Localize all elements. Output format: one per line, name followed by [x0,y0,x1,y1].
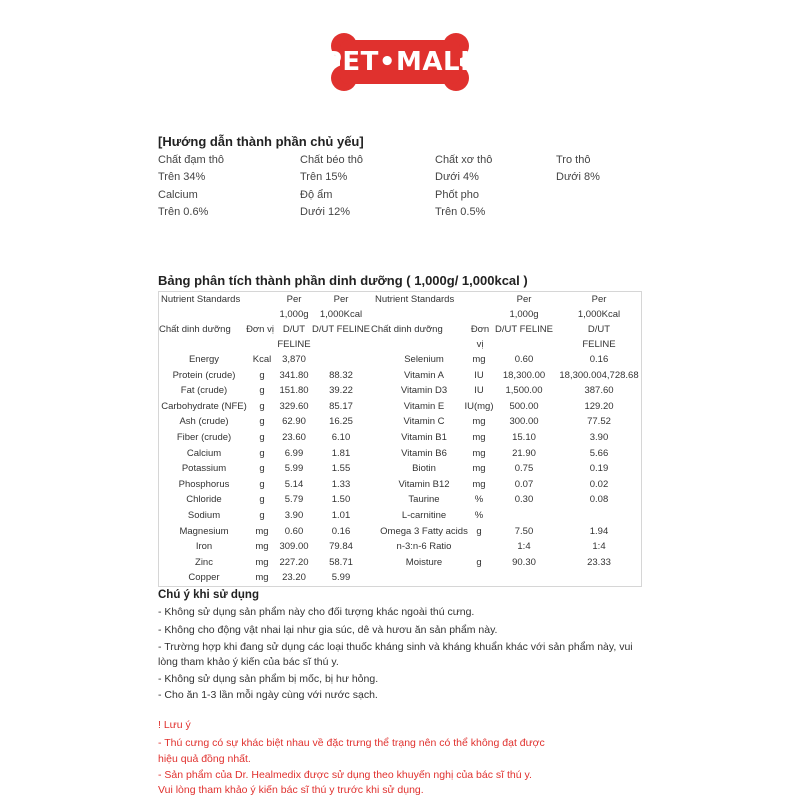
right-header-standards: Nutrient Standards [375,294,455,305]
right-nutrient-unit: mg [472,416,486,427]
usage-line: - Không sử dụng sản phẩm này cho đối tượng khác ngoài thú cưng. [158,606,475,618]
right-nutrient-name: Vitamin B6 [401,448,447,459]
left-nutrient-name: Fat (crude) [180,385,228,396]
left-value-per-1000g: 0.60 [284,526,304,537]
usage-line: - Trường hợp khi đang sử dụng các loại thuốc kháng sinh và kháng khuẩn khác với sản phẩm này, vui [158,641,633,653]
right-value-per-1000kcal: 3.90 [589,432,609,443]
right-value-per-1000g: 500.00 [509,401,539,412]
left-header-per: Per [333,294,349,305]
left-nutrient-unit: mg [255,541,269,552]
left-value-per-1000g: 5.99 [284,463,304,474]
left-nutrient-unit: g [259,479,265,490]
ingredient-value: Dưới 8% [556,171,600,183]
left-nutrient-unit: mg [255,526,269,537]
ingredient-name: Chất béo thô [300,154,363,166]
ingredient-value: Trên 0.6% [158,206,209,218]
left-value-per-1000kcal: 6.10 [331,432,351,443]
left-header-standards: Nutrient Standards [161,294,241,305]
left-nutrient-unit: g [259,370,265,381]
left-value-per-1000kcal: 5.99 [331,572,351,583]
usage-title: Chú ý khi sử dụng [158,589,259,601]
right-nutrient-name: Vitamin B12 [398,479,450,490]
right-header-unit: vị [476,339,484,350]
left-nutrient-name: Fiber (crude) [176,432,232,443]
nutrition-title: Bảng phân tích thành phần dinh dưỡng ( 1,000g/ 1,000kcal ) [158,273,528,288]
left-nutrient-unit: g [259,463,265,474]
ingredient-name: Chất xơ thô [435,154,493,166]
right-nutrient-name: Vitamin C [403,416,445,427]
left-value-per-1000g: 62.90 [282,416,306,427]
right-nutrient-name: Selenium [404,354,444,365]
right-header-per: Per [591,294,607,305]
right-header-dut: D/UT [587,324,611,335]
usage-line: lòng tham khảo ý kiến của bác sĩ thú y. [158,656,339,668]
right-value-per-1000kcal: 387.60 [584,385,614,396]
warning-line: Vui lòng tham khảo ý kiến bác sĩ thú y trước khi sử dụng. [158,784,424,796]
right-nutrient-unit: mg [472,354,486,365]
right-header-feline: FELINE [582,339,616,350]
left-nutrient-unit: Kcal [252,354,272,365]
right-value-per-1000g: 0.60 [514,354,534,365]
brand-logo [322,30,478,94]
ingredients-title: [Hướng dẫn thành phần chủ yếu] [158,134,364,149]
right-nutrient-name: Vitamin A [404,370,444,381]
left-value-per-1000g: 341.80 [279,370,309,381]
left-nutrient-unit: g [259,416,265,427]
left-header-1000kcal: 1,000Kcal [319,309,363,320]
usage-line: - Không cho động vật nhai lại như gia súc, dê và hươu ăn sản phẩm này. [158,624,498,636]
right-value-per-1000kcal: 0.19 [589,463,609,474]
right-value-per-1000kcal: 5.66 [589,448,609,459]
right-value-per-1000kcal: 1:4 [592,541,606,552]
warning-line: hiệu quả đồng nhất. [158,753,251,765]
right-value-per-1000g: 0.75 [514,463,534,474]
right-header-nutrient: Chất dinh dưỡng [371,324,443,335]
right-value-per-1000g: 0.30 [514,494,534,505]
left-nutrient-name: Sodium [187,510,221,521]
ingredient-value: Trên 0.5% [435,206,486,218]
left-nutrient-unit: g [259,510,265,521]
right-value-per-1000g: 21.90 [512,448,536,459]
left-value-per-1000kcal: 0.16 [331,526,351,537]
warning-line: - Sản phẩm của Dr. Healmedix được sử dụng theo khuyến nghị của bác sĩ thú y. [158,769,532,781]
left-value-per-1000g: 6.99 [284,448,304,459]
ingredient-value: Trên 15% [300,171,348,183]
right-header-per: Per [516,294,532,305]
ingredient-value: Trên 34% [158,171,206,183]
left-nutrient-unit: mg [255,557,269,568]
right-nutrient-name: Vitamin D3 [400,385,448,396]
left-nutrient-name: Carbohydrate (NFE) [161,401,247,412]
left-value-per-1000kcal: 1.01 [331,510,351,521]
right-value-per-1000kcal: 18,300.004,728.68 [559,370,639,381]
left-nutrient-name: Chloride [186,494,222,505]
left-value-per-1000kcal: 39.22 [329,385,353,396]
left-value-per-1000kcal: 16.25 [329,416,353,427]
left-header-nutrient: Chất dinh dưỡng [159,324,231,335]
right-value-per-1000kcal: 1.94 [589,526,609,537]
right-nutrient-unit: mg [472,463,486,474]
left-value-per-1000kcal: 79.84 [329,541,353,552]
right-value-per-1000kcal: 0.16 [589,354,609,365]
left-nutrient-name: Iron [195,541,213,552]
right-nutrient-unit: mg [472,432,486,443]
right-nutrient-name: Vitamin B1 [401,432,447,443]
left-value-per-1000g: 5.14 [284,479,304,490]
left-header-unit: Đơn vị [246,324,274,335]
left-nutrient-name: Potassium [181,463,227,474]
left-nutrient-name: Magnesium [179,526,229,537]
right-value-per-1000kcal: 0.08 [589,494,609,505]
ingredient-value: Dưới 12% [300,206,351,218]
left-value-per-1000kcal: 58.71 [329,557,353,568]
right-value-per-1000g: 300.00 [509,416,539,427]
left-nutrient-name: Ash (crude) [179,416,229,427]
usage-line: - Không sử dụng sản phẩm bị mốc, bị hư hỏng. [158,673,379,685]
left-nutrient-name: Zinc [195,557,213,568]
ingredient-name: Calcium [158,189,198,201]
left-value-per-1000g: 3,870 [282,354,306,365]
left-header-dut: D/UT [282,324,306,335]
right-value-per-1000g: 1,500.00 [505,385,543,396]
usage-line: - Cho ăn 1-3 lần mỗi ngày cùng với nước sạch. [158,689,378,701]
left-nutrient-unit: g [259,448,265,459]
left-nutrient-name: Phosphorus [178,479,230,490]
right-nutrient-name: L-carnitine [401,510,447,521]
right-header-1000kcal: 1,000Kcal [577,309,621,320]
left-nutrient-unit: g [259,401,265,412]
left-value-per-1000g: 23.20 [282,572,306,583]
left-value-per-1000kcal: 1.33 [331,479,351,490]
right-value-per-1000kcal: 129.20 [584,401,614,412]
left-value-per-1000kcal: 85.17 [329,401,353,412]
right-header-dut-feline: D/UT FELINE [495,324,553,335]
right-value-per-1000kcal: 77.52 [587,416,611,427]
right-value-per-1000g: 15.10 [512,432,536,443]
warning-title: ! Lưu ý [158,719,191,731]
right-value-per-1000g: 1:4 [517,541,531,552]
right-value-per-1000g: 90.30 [512,557,536,568]
right-nutrient-unit: g [476,526,482,537]
right-nutrient-unit: IU [474,370,484,381]
right-nutrient-unit: IU [474,385,484,396]
left-nutrient-name: Protein (crude) [172,370,236,381]
left-value-per-1000g: 227.20 [279,557,309,568]
right-value-per-1000g: 7.50 [514,526,534,537]
logo-text: PET•MALL [322,47,478,77]
right-nutrient-name: Vitamin E [403,401,445,412]
left-nutrient-unit: g [259,385,265,396]
right-nutrient-unit: % [474,494,484,505]
left-value-per-1000kcal: 88.32 [329,370,353,381]
right-value-per-1000kcal: 23.33 [587,557,611,568]
right-nutrient-unit: % [474,510,484,521]
left-value-per-1000g: 151.80 [279,385,309,396]
right-value-per-1000g: 0.07 [514,479,534,490]
left-value-per-1000kcal: 1.81 [331,448,351,459]
left-value-per-1000kcal: 1.55 [331,463,351,474]
right-value-per-1000kcal: 0.02 [589,479,609,490]
right-nutrient-unit: g [476,557,482,568]
left-value-per-1000g: 3.90 [284,510,304,521]
left-nutrient-name: Calcium [186,448,222,459]
left-header-1000g: 1,000g [279,309,309,320]
left-value-per-1000g: 309.00 [279,541,309,552]
right-nutrient-name: Taurine [408,494,440,505]
warning-line: - Thú cưng có sự khác biệt nhau về đặc trưng thể trạng nên có thể không đạt được [158,737,545,749]
right-nutrient-unit: IU(mg) [464,401,494,412]
left-nutrient-name: Energy [188,354,220,365]
left-header-per: Per [286,294,302,305]
left-nutrient-unit: g [259,432,265,443]
right-nutrient-unit: mg [472,448,486,459]
left-nutrient-unit: mg [255,572,269,583]
left-nutrient-name: Copper [188,572,220,583]
left-value-per-1000g: 329.60 [279,401,309,412]
right-nutrient-unit: mg [472,479,486,490]
left-value-per-1000g: 5.79 [284,494,304,505]
left-header-dut-feline: D/UT FELINE [312,324,370,335]
right-nutrient-name: Biotin [412,463,436,474]
right-value-per-1000g: 18,300.00 [502,370,546,381]
ingredient-name: Tro thô [556,154,591,166]
left-nutrient-unit: g [259,494,265,505]
left-value-per-1000kcal: 1.50 [331,494,351,505]
right-header-unit: Đơn [470,324,490,335]
ingredient-value: Dưới 4% [435,171,479,183]
right-nutrient-name: n-3:n-6 Ratio [396,541,452,552]
left-header-feline: FELINE [277,339,311,350]
right-header-1000g: 1,000g [509,309,539,320]
right-nutrient-name: Moisture [405,557,443,568]
right-nutrient-name: Omega 3 Fatty acids [380,526,468,537]
left-value-per-1000g: 23.60 [282,432,306,443]
ingredient-name: Chất đạm thô [158,154,225,166]
ingredient-name: Phốt pho [435,189,480,201]
ingredient-name: Độ ẩm [300,189,333,201]
